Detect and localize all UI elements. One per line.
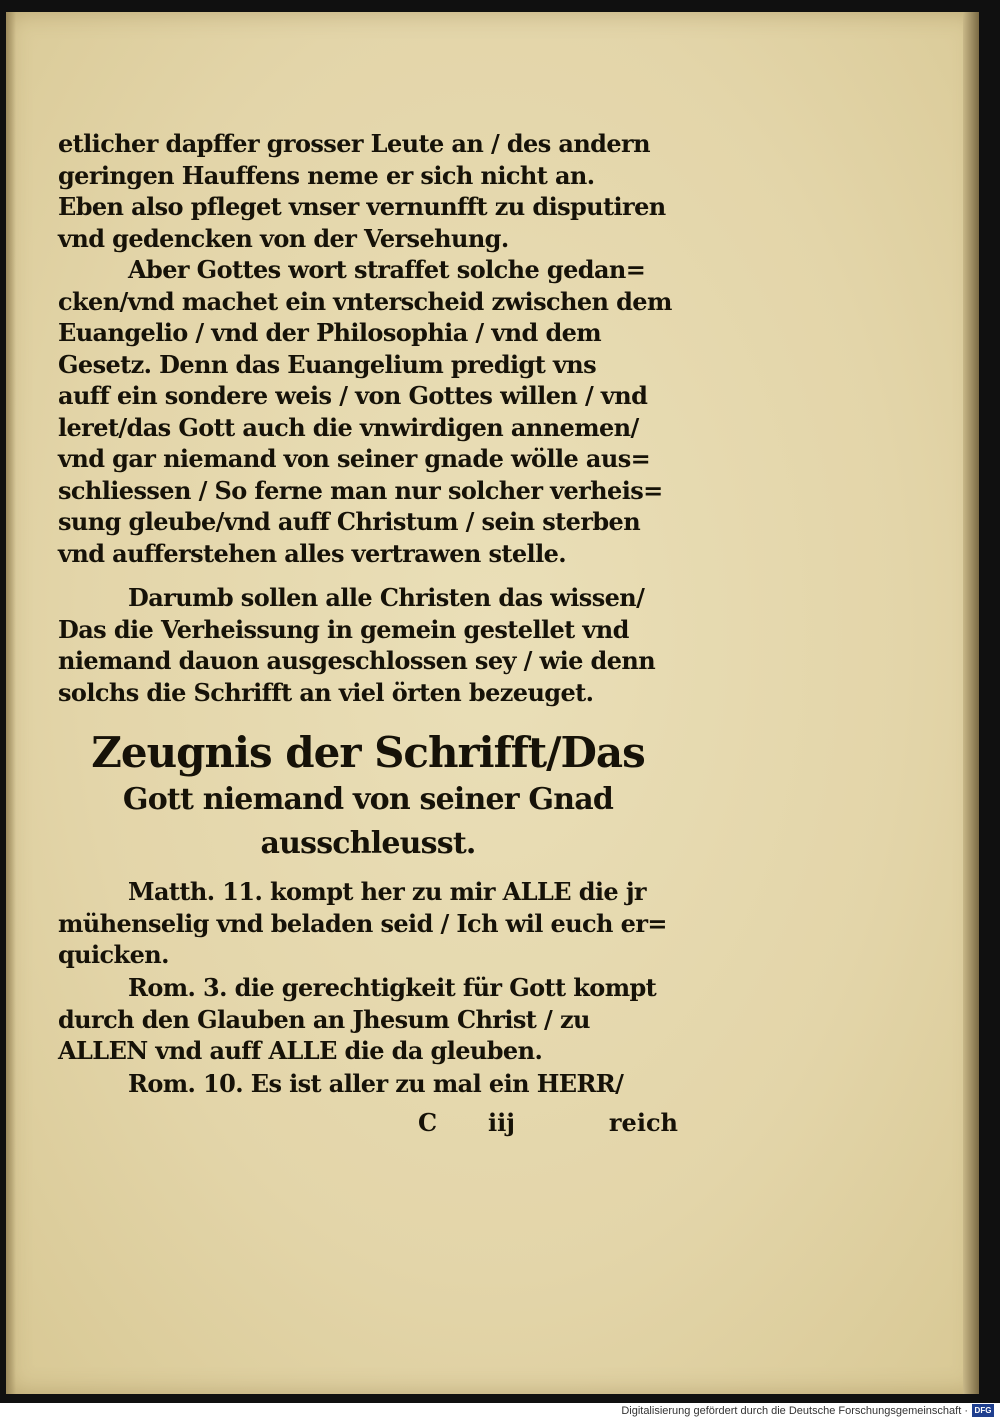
- heading-line: Gott niemand von seiner Gnad: [122, 782, 614, 817]
- text-line: Matth. 11. kompt her zu mir ALLE die jr: [128, 877, 646, 906]
- text-line: ALLEN vnd auff ALLE die da gleuben.: [58, 1036, 543, 1065]
- text-line: durch den Glauben an Jhesum Christ / zu: [58, 1004, 590, 1034]
- text-line: niemand dauon ausgeschlossen sey / wie denn: [58, 646, 656, 675]
- signature-number: iij: [488, 1108, 515, 1137]
- text-line: vnd aufferstehen alles vertrawen stelle.: [58, 538, 567, 568]
- section-heading: [58, 728, 678, 866]
- text-line: Eben also pfleget vnser vernunfft zu disputiren: [58, 192, 666, 221]
- text-line: Das die Verheissung in gemein gestellet vnd: [58, 614, 629, 644]
- text-line: Darumb sollen alle Christen das wissen/: [128, 583, 645, 612]
- paragraph-5: [58, 972, 678, 1067]
- dfg-logo-icon: DFG: [972, 1404, 994, 1417]
- text-line: mühenselig vnd beladen seid / Ich wil euch er=: [58, 908, 667, 938]
- text-line: Rom. 3. die gerechtigkeit für Gott kompt: [128, 973, 657, 1002]
- signature-mark: C: [418, 1108, 438, 1137]
- text-line: Aber Gottes wort straffet solche gedan=: [128, 255, 646, 284]
- paragraph-2: [58, 254, 678, 569]
- page-footer: [58, 1108, 678, 1144]
- text-line: Gesetz. Denn das Euangelium predigt vns: [58, 349, 597, 379]
- text-line: Euangelio / vnd der Philosophia / vnd dem: [58, 318, 602, 347]
- paragraph-6: [58, 1068, 678, 1100]
- credit-text: Digitalisierung gefördert durch die Deutsche Forschungsgemeinschaft ·: [621, 1405, 968, 1417]
- text-line: leret/das Gott auch die vnwirdigen annemen/: [58, 412, 639, 442]
- page-gutter: [6, 12, 16, 1394]
- heading-line: ausschleusst.: [260, 826, 476, 861]
- paragraph-1: [58, 128, 678, 254]
- page-edge: [963, 12, 979, 1394]
- text-line: auff ein sondere weis / von Gottes willen / vnd: [58, 381, 648, 410]
- heading-line: Zeugnis der Schrifft/Das: [91, 728, 645, 777]
- text-line: schliessen / So ferne man nur solcher verheis=: [58, 475, 663, 505]
- text-line: vnd gar niemand von seiner gnade wölle aus=: [58, 444, 651, 473]
- text-line: vnd gedencken von der Versehung.: [58, 223, 509, 253]
- text-line: quicken.: [58, 940, 169, 969]
- text-line: cken/vnd machet ein vnterscheid zwischen dem: [58, 286, 672, 316]
- text-line: geringen Hauffens neme er sich nicht an.: [58, 160, 595, 190]
- text-line: Rom. 10. Es ist aller zu mal ein HERR/: [128, 1069, 624, 1098]
- text-line: solchs die Schrifft an viel örten bezeuget.: [58, 677, 594, 707]
- paragraph-4: [58, 876, 678, 971]
- paragraph-3: [58, 582, 678, 708]
- text-line: etlicher dapffer grosser Leute an / des andern: [58, 129, 650, 158]
- catchword: reich: [608, 1108, 678, 1137]
- text-line: sung gleube/vnd auff Christum / sein sterben: [58, 507, 641, 536]
